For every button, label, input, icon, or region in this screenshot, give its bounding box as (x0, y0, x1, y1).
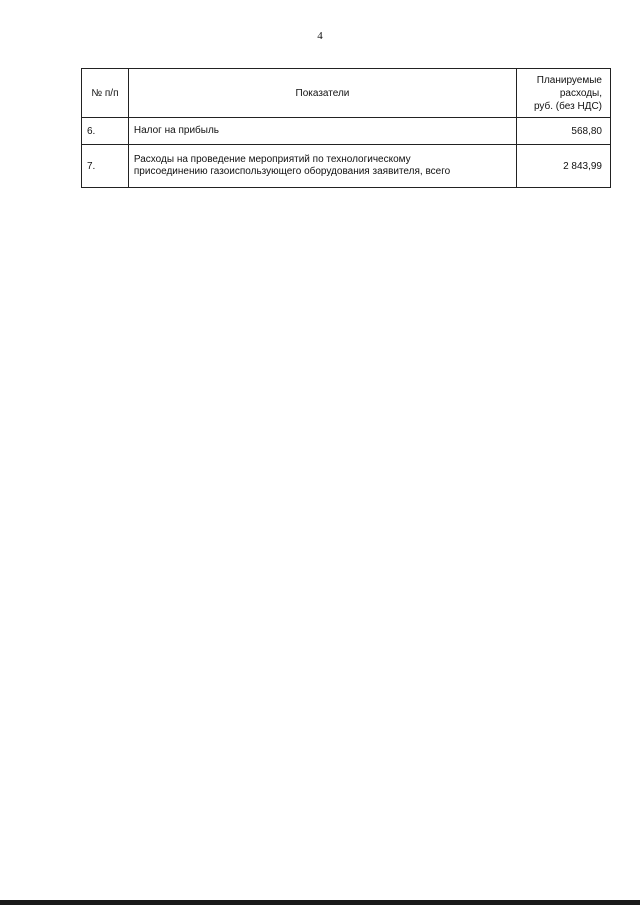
header-planned-costs-line: Планируемые (536, 74, 602, 86)
header-indicators: Показатели (128, 69, 516, 118)
table-row (82, 145, 611, 188)
header-planned-costs (517, 69, 611, 118)
table-row (82, 118, 611, 145)
row-indicator-line: присоединению газоиспользующего оборудования заявителя, всего (133, 166, 451, 177)
row-indicator (128, 145, 516, 188)
row-indicator (128, 118, 516, 145)
row-number: 7. (82, 145, 129, 188)
header-planned-costs-line: расходы, (559, 87, 602, 99)
header-planned-costs-line: руб. (без НДС) (533, 100, 602, 112)
row-amount: 568,80 (517, 118, 611, 145)
header-number: № п/п (82, 69, 129, 118)
row-number: 6. (82, 118, 129, 145)
row-amount: 2 843,99 (517, 145, 611, 188)
scan-edge (0, 900, 640, 905)
planned-costs-table (81, 68, 611, 188)
table-header-row (82, 69, 611, 118)
page-number: 4 (317, 30, 323, 42)
row-indicator-line: Расходы на проведение мероприятий по технологическому (133, 154, 411, 165)
row-indicator-line: Налог на прибыль (133, 125, 219, 136)
